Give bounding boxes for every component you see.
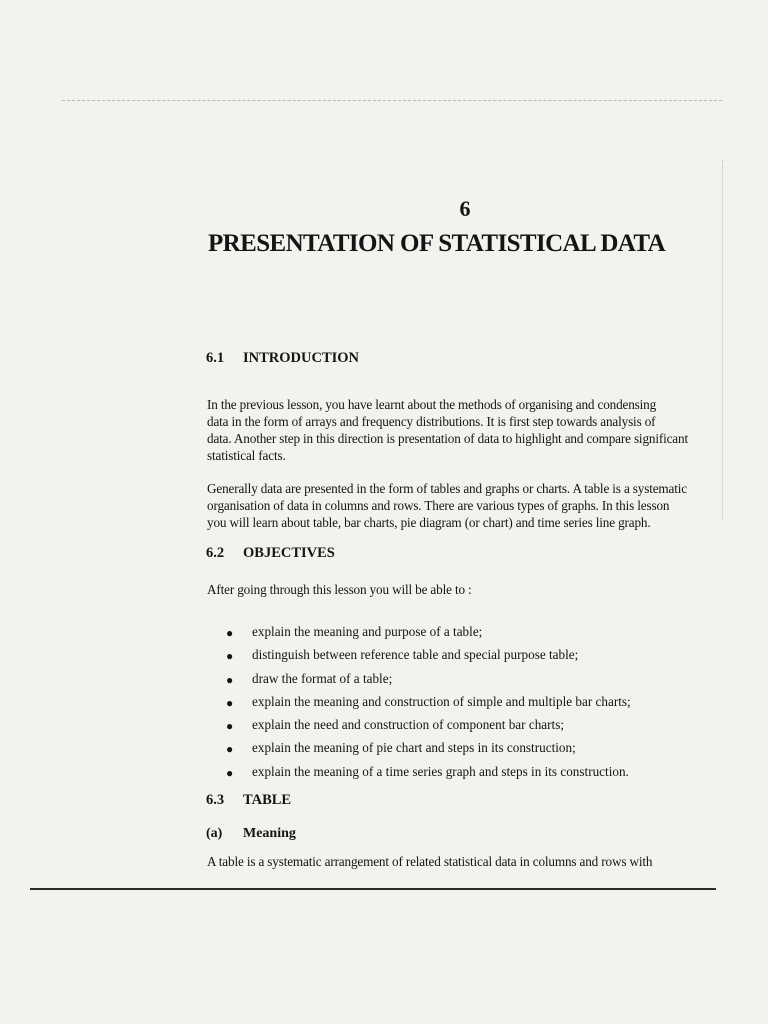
objectives-list [226, 624, 631, 787]
table-meaning-paragraph [207, 853, 719, 870]
list-item [226, 624, 631, 647]
list-item-text: distinguish between reference table and special purpose table; [252, 647, 579, 663]
section-heading-table [206, 792, 291, 809]
subsection-label: (a) [206, 826, 223, 841]
list-item [226, 671, 631, 694]
text-line: A table is a systematic arrangement of related statistical data in columns and rows with [207, 854, 653, 869]
bullet-icon: ● [226, 626, 234, 640]
text-line: data in the form of arrays and frequency distributions. It is first step towards analysis of [207, 414, 656, 429]
list-item-text: explain the meaning and purpose of a table; [252, 624, 483, 639]
text-line: After going through this lesson you will be able to : [207, 582, 472, 597]
section-number: 6.2 [206, 545, 225, 561]
section-title: OBJECTIVES [243, 545, 335, 561]
list-item [226, 740, 631, 763]
section-title: INTRODUCTION [243, 350, 360, 366]
list-item-text: draw the format of a table; [252, 670, 393, 686]
bullet-icon: ● [226, 742, 234, 757]
footer-rule [30, 888, 716, 890]
text-line: organisation of data in columns and rows. There are various types of graphs. In this lesson [207, 498, 670, 513]
header-rule [62, 100, 722, 101]
bullet-icon: ● [226, 649, 234, 664]
list-item [226, 717, 631, 740]
bullet-icon: ● [226, 765, 234, 780]
bullet-icon: ● [226, 719, 234, 734]
list-item-text: explain the meaning of pie chart and steps in its construction; [252, 740, 576, 756]
list-item-text: explain the need and construction of component bar charts; [252, 717, 564, 733]
list-item-text: explain the meaning and construction of simple and multiple bar charts; [252, 693, 631, 709]
list-item [226, 647, 631, 670]
bullet-icon: ● [226, 672, 234, 687]
subsection-heading-meaning [206, 826, 296, 842]
section-title: TABLE [243, 792, 292, 808]
section-number: 6.3 [206, 792, 225, 808]
text-line: statistical facts. [207, 448, 286, 463]
text-line: In the previous lesson, you have learnt about the methods of organising and condensing [207, 397, 657, 412]
list-item [226, 764, 631, 787]
list-item-text: explain the meaning of a time series graph and steps in its construction. [252, 763, 629, 779]
chapter-title: PRESENTATION OF STATISTICAL DATA [208, 230, 666, 257]
bullet-icon: ● [226, 695, 234, 710]
list-item [226, 694, 631, 717]
section-number: 6.1 [206, 350, 225, 366]
introduction-paragraph-1 [207, 396, 719, 464]
objectives-lead [207, 581, 719, 598]
text-line: data. Another step in this direction is presentation of data to highlight and compare significant [207, 431, 688, 446]
text-line: Generally data are presented in the form of tables and graphs or charts. A table is a systematic [207, 481, 687, 496]
page-edge-mark [722, 160, 723, 520]
subsection-title: Meaning [243, 826, 296, 841]
text-line: you will learn about table, bar charts, pie diagram (or chart) and time series line graph. [207, 515, 651, 530]
chapter-number: 6 [459, 196, 471, 221]
section-heading-objectives [206, 545, 335, 562]
introduction-paragraph-2 [207, 480, 719, 531]
section-heading-introduction [206, 350, 359, 367]
